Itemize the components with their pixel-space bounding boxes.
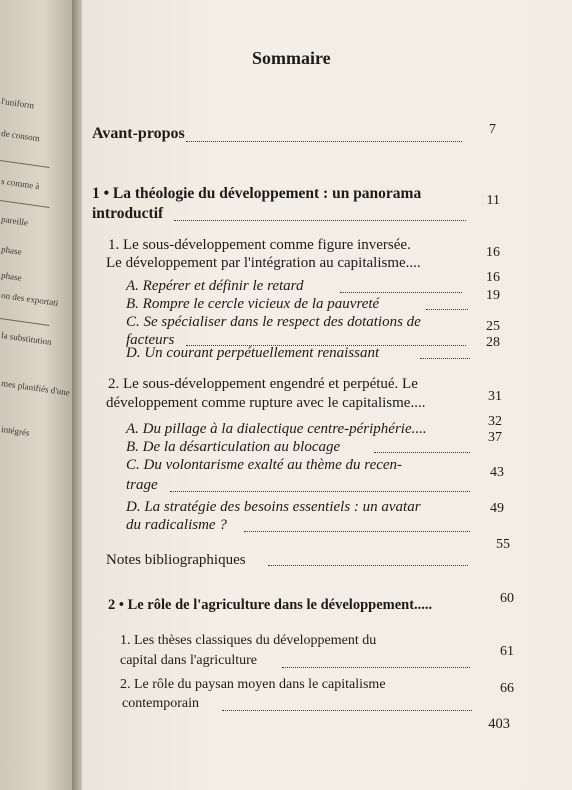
page-title: Sommaire (252, 48, 331, 68)
leader-dots (222, 709, 472, 711)
section-heading: 2. Le rôle du paysan moyen dans le capitalisme (120, 677, 386, 692)
page-number: 31 (488, 389, 502, 404)
leader-dots (374, 451, 470, 453)
page-number: 55 (496, 537, 510, 552)
leader-dots (268, 564, 468, 566)
facing-page-text: de consom (0, 128, 41, 144)
toc-item: A. Du pillage à la dialectique centre-périphérie.... (126, 421, 427, 437)
page-number: 25 (486, 319, 500, 334)
toc-item-continued: facteurs (126, 332, 175, 348)
section-heading: Le développement par l'intégration au capitalisme.... (106, 255, 421, 271)
facing-page (0, 0, 72, 790)
page-number: 37 (488, 430, 502, 445)
section-heading: développement comme rupture avec le capitalisme.... (106, 395, 426, 411)
page-number: 11 (486, 193, 500, 208)
toc-item: B. Rompre le cercle vicieux de la pauvreté (126, 296, 380, 312)
page-number: 61 (500, 644, 514, 659)
page-number: 43 (490, 465, 504, 480)
toc-entry-label: Notes bibliographiques (106, 552, 246, 568)
leader-dots (282, 666, 470, 668)
section-heading: capital dans l'agriculture (120, 653, 258, 668)
facing-page-text: phase (0, 244, 23, 257)
page-number: 60 (500, 591, 514, 606)
toc-item: D. La stratégie des besoins essentiels : un avatar (126, 499, 421, 515)
toc-item: C. Se spécialiser dans le respect des dotations de (126, 314, 421, 330)
leader-dots (426, 308, 468, 310)
contents-page (82, 0, 572, 790)
chapter-heading: introductif (92, 205, 164, 222)
toc-item: D. Un courant perpétuellement renaissant (126, 345, 380, 361)
facing-page-text: la substitution (0, 330, 53, 347)
toc-item: A. Repérer et définir le retard (126, 278, 304, 294)
toc-entry-label: Avant-propos (92, 125, 185, 142)
facing-page-rule (0, 318, 50, 326)
facing-page-text: phase (0, 270, 23, 283)
page-number: 16 (486, 245, 500, 260)
page-number: 28 (486, 335, 500, 350)
leader-dots (186, 140, 462, 142)
toc-item: B. De la désarticulation au blocage (126, 439, 341, 455)
facing-page-rule (0, 160, 50, 168)
page-number: 49 (490, 501, 504, 516)
section-heading: 1. Le sous-développement comme figure inversée. (108, 237, 411, 253)
toc-item-continued: du radicalisme ? (126, 517, 227, 533)
facing-page-text: s comme à (0, 176, 41, 192)
facing-page-text: l'uniform (0, 96, 35, 111)
chapter-heading: 2 • Le rôle de l'agriculture dans le développement..... (108, 597, 433, 613)
page-number: 19 (486, 288, 500, 303)
facing-page-text: pareille (0, 214, 29, 228)
facing-page-rule (0, 200, 50, 208)
page-number: 66 (500, 681, 514, 696)
leader-dots (340, 291, 462, 293)
toc-item: C. Du volontarisme exalté au thème du recen- (126, 457, 403, 473)
page-number: 16 (486, 270, 500, 285)
section-heading: contemporain (122, 696, 199, 711)
section-heading: 2. Le sous-développement engendré et perpétué. Le (108, 376, 418, 392)
page-number: 32 (488, 414, 502, 429)
folio-page-number: 403 (488, 716, 510, 732)
facing-page-text: intégrés (0, 424, 31, 438)
leader-dots (244, 530, 470, 532)
leader-dots (174, 219, 466, 221)
leader-dots (170, 490, 470, 492)
toc-item-continued: trage (126, 477, 158, 493)
page-number: 7 (489, 122, 496, 137)
chapter-heading: 1 • La théologie du développement : un panorama (92, 185, 422, 202)
facing-page-text: on des exportati (0, 290, 59, 308)
facing-page-text: mes planifiés d'une (0, 378, 71, 398)
leader-dots (420, 357, 470, 359)
book-gutter (72, 0, 82, 790)
section-heading: 1. Les thèses classiques du développement du (120, 633, 377, 648)
